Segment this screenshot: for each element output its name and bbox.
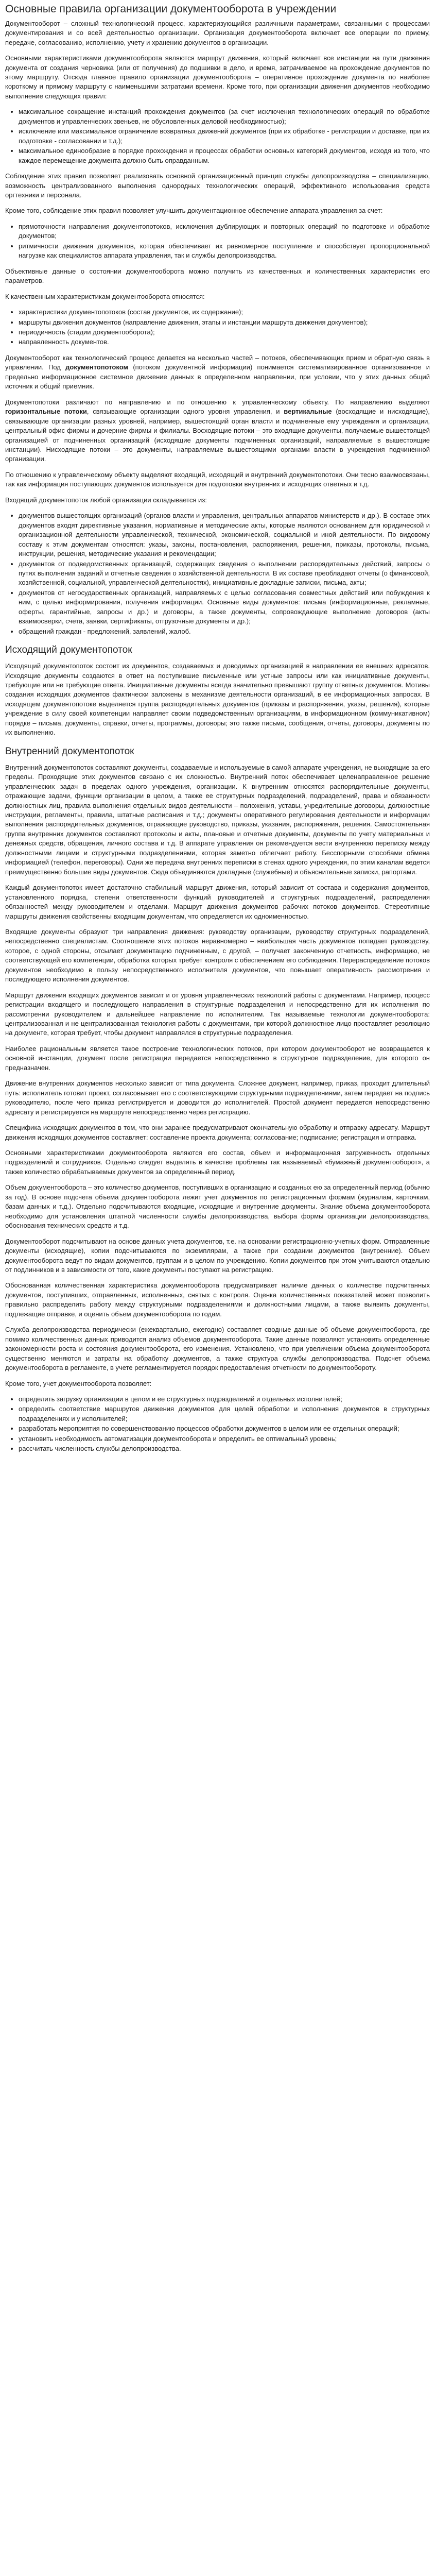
page-title: Основные правила организации документооборота в учреждении <box>5 3 337 15</box>
list-item: • периодичность (стадии документооборота); <box>19 328 430 337</box>
paragraph: Каждый документопоток имеет достаточно стабильный маршрут движения, который зависит от состава и содержания документов, установленного порядка, степени ответственности функций руководителей и структурных подразделений, распределения обязанностей между руководителем и отделами. Маршрут движения документов рабочих потоков документов. Стереотипные маршруты движения свойственны входящим документам, что определяется их одноименностью. <box>5 884 430 920</box>
list-item: • характеристики документопотоков (состав документов, их содержание); <box>19 308 430 317</box>
bold-term: документопотоком <box>65 363 129 371</box>
bullet-list <box>5 1395 430 1454</box>
list-item: • прямоточности направления документопотоков, исключения дублирующих и повторных операций по подготовке и обработке документов; <box>19 222 430 241</box>
paragraph: Документооборот подсчитывают на основе данных учета документов, т.е. на основании регистрационно-учетных форм. Отправленные документы (исходящие), копии подсчитываются по экземплярам, а также при создании документов (внутренние). Объем документооборота ведут по видам документов, группам и в целом по учреждению. Копии документов при этом учитываются отдельно от подлинников и в зависимости от того, какие документы поступают на регистрацию. <box>5 1237 430 1274</box>
paragraph: Движение внутренних документов несколько зависит от типа документа. Сложнее документ, например, приказ, проходит длительный путь: исполнитель готовит проект, согласовывает его с соответствующими структурными подразделениями, затем передает на подпись руководителю, после чего приказ регистрируется и доводится до исполнителей. Простой документ передается непосредственно адресату и регистрируется на маршруте непосредственно через регистрацию. <box>5 1079 430 1116</box>
paragraph: Служба делопроизводства периодически (ежеквартально, ежегодно) составляет сводные данные об объеме документооборота, где помимо количественных данных приводится анализ объемов документооборота. Такие данные позволяют установить определенные закономерности роста и состояния документооборота, его изменения. Установлено, что при увеличении объема документооборота существенно меняются и затраты на обработку документов, а также структура службы делопроизводства. Подсчет объема документооборота в регламенте, в учете регламентируется порядок предоставления отчетности по документообороту. <box>5 1326 430 1372</box>
paragraph: Основными характеристиками документооборота являются его состав, объем и информационная загруженность отдельных подразделений и сотрудников. Отдельно следует выделять в качестве проблемы так называемый «бумажный документооборот», а также количество обрабатываемых документов за определенный период. <box>5 1149 430 1176</box>
list-item: • определить загрузку организации в целом и ее структурных подразделений и отдельных исполнителей; <box>19 1395 430 1404</box>
bullet-list <box>5 222 430 261</box>
list-item: • разработать мероприятия по совершенствованию процессов обработки документов в целом или ее отдельных операций; <box>19 1424 430 1433</box>
paragraph: Объективные данные о состоянии документооборота можно получить из качественных и количественных характеристик его параметров. <box>5 267 430 285</box>
paragraph: Документооборот как технологический процесс делается на несколько частей – потоков, обеспечивающих прием и обратную связь в управлении. Под документопотоком (потоком документной информации) понимается систематизированное организованное и предельно информационное системное движение данных в определенном направлении, при условии, что у этих данных общий источник и общий приемник. <box>5 353 430 391</box>
bold-term: вертикальные <box>284 408 332 416</box>
paragraph: Исходящий документопоток состоит из документов, создаваемых и доводимых организацией в направлении ее внешних адресатов. Исходящие документы создаются в ответ на поступившие письменные или устные запросы или как инициативные документы, требующие или не требующие ответа. Инициативные документы всегда значительно превышают группу ответных документов. Мотивы создания исходящих документов фактически заложены в механизме деятельности организаций, в ее информационных запросах. В исходящем документопотоке выделяется группа распорядительных документов (приказы и распоряжения, указы, решения), которые учреждение в силу своей компетенции направляет своим подведомственным организациям, в информационном (коммуникативном) порядке – письма, документы, справки, отчеты, программы, договоры; это также письма, сообщения, отчеты, договоры, документы по их выполнению. <box>5 662 430 737</box>
list-item: • максимальное сокращение инстанций прохождения документов (за счет исключения технологических операций по обработке документов и управленческих звеньев, не обусловленных деловой необходимостью); <box>19 107 430 126</box>
list-item: • определить соответствие маршрутов движения документов для целей обработки и исполнения документов в структурных подразделениях и у исполнителей; <box>19 1404 430 1423</box>
paragraph: Внутренний документопоток составляют документы, создаваемые и используемые в самой аппарате учреждения, не выходящие за его пределы. Проходящие этих документов связано с их сложностью. Внутренний поток обеспечивает целенаправленное решение управленческих задач в пределах одного учреждения, организации. К внутренним относятся распорядительные документы, отражающие задачи, функции организации в целом, а также ее структурных подразделений, подразделений, права и обязанности должностных лиц, правила выполнения отдельных видов деятельности – положения, уставы, учредительные договоры, должностные инструкции, регламенты, правила, штатные расписания и т.д.; документы оперативного регулирования деятельности и информации выполнения распорядительных документов, отражающие руководство, приказы, указания, распоряжения, решения. Самостоятельная группа внутренних документов составляют протоколы и акты, плановые и отчетные документы, документы по учету материальных и денежных средств, обращения, личного состава и т.д. В аппарате управления он рекомендуется вести внутреннюю переписку между должностными лицами и структурными подразделениями, которая заметно облегчает работу. Бесспорными способами обмена информацией (телефон, переговоры). Одни же передача внутренних переписки в стенах одного учреждения, по этим каналам ведется преимущественно большие виды документов. Сюда объединяются докладные (служебные) и объяснительные записки, рапортами. <box>5 763 430 876</box>
list-item: • исключение или максимальное ограничение возвратных движений документов (при их обработке - регистрации и доставке, при их подготовке - согласовании и т.д.); <box>19 127 430 146</box>
list-item: • максимальное единообразие в порядке прохождения и процессах обработки основных категорий документов, исходя из того, что каждое перемещение документа должно быть оправданным. <box>19 146 430 165</box>
list-item: • маршруты движения документов (направление движения, этапы и инстанции маршрута движения документов); <box>19 318 430 327</box>
list-item: • направленность документов. <box>19 337 430 347</box>
paragraph: К качественным характеристикам документооборота относятся: <box>5 292 205 300</box>
bullet-list <box>5 308 430 347</box>
list-item: • рассчитать численность службы делопроизводства. <box>19 1444 430 1453</box>
bullet-list <box>5 107 430 165</box>
paragraph: Маршрут движения входящих документов зависит и от уровня управленческих технологий работы с документами. Например, процесс регистрации входящего и последующего направления в структурные подразделения и непосредственно для их исполнения по рассмотрении руководителем и дальнейшее направление по исполнителям. Так называемые технологии документооборота: централизованная и не централизованная технология работы с документами, при которой должностное лицо проставляет резолюцию на документе, которая требует, чтобы документ направлялся в структурные подразделения. <box>5 991 430 1037</box>
paragraph: Входящие документы образуют три направления движения: руководству организации, руководству структурных подразделений, непосредственно специалистам. Соотношение этих потоков неравномерно – наибольшая часть документов попадает руководству, которое, с одной стороны, отсылает документацию подчиненным, с другой, – получает законченную отчетность, информацию, не соответствующей его компетенции, обработка которых требует контроля с обеспечением его соблюдения. Перераспределение потоков документов необходимо в пользу непосредственного исполнителя документов, что повышает оперативность рассмотрения и последующего исполнения документов. <box>5 927 430 984</box>
section-heading: Исходящий документопоток <box>5 645 132 656</box>
list-item: • установить необходимость автоматизации документооборота и определить ее оптимальный уровень; <box>19 1434 430 1444</box>
paragraph: Наиболее рациональным является такое построение технологических потоков, при котором документооборот не возвращается к основной инстанции, документ после регистрации передается непосредственно в структурное подразделение, для которого он предназначен. <box>5 1044 430 1072</box>
paragraph: Документооборот – сложный технологический процесс, характеризующийся различными параметрами, связанными с процессами документирования и со всей деятельностью организации. Организация документооборота включает все операции по приему, передаче, согласованию, исполнению, учету и хранению документов в организации. <box>5 19 430 46</box>
paragraph: Соблюдение этих правил позволяет реализовать основной организационный принцип службы делопроизводства – специализацию, возможность централизованного выполнения однородных технологических операций, эффективного использования средств оргтехники и персонала. <box>5 172 430 199</box>
paragraph: Объем документооборота – это количество документов, поступивших в организацию и созданных ею за определенный период (обычно за год). В основе подсчета объема документооборота лежит учет документов по регистрационным формам (журналам, карточкам, базам данных и т.д.). Отдельно подсчитываются входящие, исходящие и внутренние документы. Знание объема документооборота необходимо для установления штатной численности службы делопроизводства, выбора формы организации делопроизводства, обоснования технических средств и т.д. <box>5 1183 430 1230</box>
list-item: • ритмичности движения документов, которая обеспечивает их равномерное поступление и способствует пропорциональной нагрузке как специалистов аппарата управления, так и службы делопроизводства. <box>19 242 430 261</box>
paragraph: Специфика исходящих документов в том, что они заранее предусматривают окончательную обработку и отправку адресату. Маршрут движения исходящих документов составляет: составление проекта документа; согласование; подписание; регистрация и отправка. <box>5 1124 430 1141</box>
bullet-list <box>5 511 430 636</box>
paragraph: Кроме того, соблюдение этих правил позволяет улучшить документационное обеспечение аппарата управления за счет: <box>5 207 383 215</box>
paragraph: Документопотоки различают по направлению и по отношению к управленческому объекту. По направлению выделяют горизонтальные потоки, связывающие организации одного уровня управления, и вертикальные (восходящие и нисходящие), связывающие организации разных уровней, например, вышестоящий орган власти и подчиненные ему учреждения и организации, центральный офис фирмы и дочерние фирмы и филиалы. Восходящие потоки – это входящие документы, получаемые вышестоящей организацией от подчиненных организаций (исходящие документы подчиненных организаций, направляемые в вышестоящие инстанции). Нисходящие потоки – это документы, направляемые вышестоящими органами власти в учреждения подчиненной организации. <box>5 398 430 463</box>
list-item: • документов вышестоящих организаций (органов власти и управления, центральных аппаратов министерств и др.). В составе этих документов входят директивные указания, нормативные и методические акты, которые являются основанием для юридической и организационной деятельности управленческой, технической, экономической, социальной и иной деятельности. По видовому составу к этим документам относятся: указы, законы, постановления, распоряжения, решения, приказы, протоколы, письма, инструкции, решения, методические указания и рекомендации; <box>19 511 430 558</box>
section-heading: Внутренний документопоток <box>5 745 134 757</box>
paragraph: Основными характеристиками документооборота являются маршрут движения, который включает все инстанции на пути движения документа от создания черновика (или от получения) до подшивки в дело, и время, затрачиваемое на прохождение документов по этому маршруту. Отсюда главное правило организации документооборота – оперативное прохождение документа по наиболее короткому и прямому маршруту с наименьшими затратами времени. Кроме того, при организации движения документов необходимо выполнение следующих правил: <box>5 54 430 100</box>
bold-term: горизонтальные потоки <box>5 408 87 416</box>
paragraph: По отношению к управленческому объекту выделяют входящий, исходящий и внутренний документопотоки. Они тесно взаимосвязаны, так как информация поступающих документов используется для подготовки внутренних и исходящих ответных и т.д. <box>5 470 430 488</box>
list-item: • документов от подведомственных организаций, содержащих сведения о выполнении распорядительных действий, запросы о путях выполнения заданий и отчетные сведения о хозяйственной деятельности. В их составе преобладают отчеты (о финансовой, хозяйственной, социальной, управленческой деятельностях), инициативные докладные записки, письма, акты; <box>19 560 430 588</box>
list-item: • обращений граждан - предложений, заявлений, жалоб. <box>19 627 430 636</box>
list-item: • документов от негосударственных организаций, направляемых с целью согласования совместных действий или побуждения к ним, с целью информирования, получения информации. Основные виды документов: письма (информационные, рекламные, оферты, гарантийные, запросы и др.) и договоры, а также документы, сопровождающие выполнение договоров (акты взаимосверки, счета, заявки, сертификаты, отгрузочные документы и др.); <box>19 588 430 626</box>
paragraph: Обоснованная количественная характеристика документооборота предусматривает наличие данных о количестве подсчитанных документов, поступивших, отправленных, исполненных, снятых с контроля. Оценка количественных показателей может позволить правильно распределить работу между структурными подразделениями и должностными лицами, а также выявить документы, подлежащие отправке, и оценить объем документооборота по годам. <box>5 1281 430 1318</box>
paragraph: Входящий документопоток любой организации складывается из: <box>5 496 207 504</box>
article-body <box>5 19 430 1454</box>
paragraph: Кроме того, учет документооборота позволяет: <box>5 1379 152 1387</box>
